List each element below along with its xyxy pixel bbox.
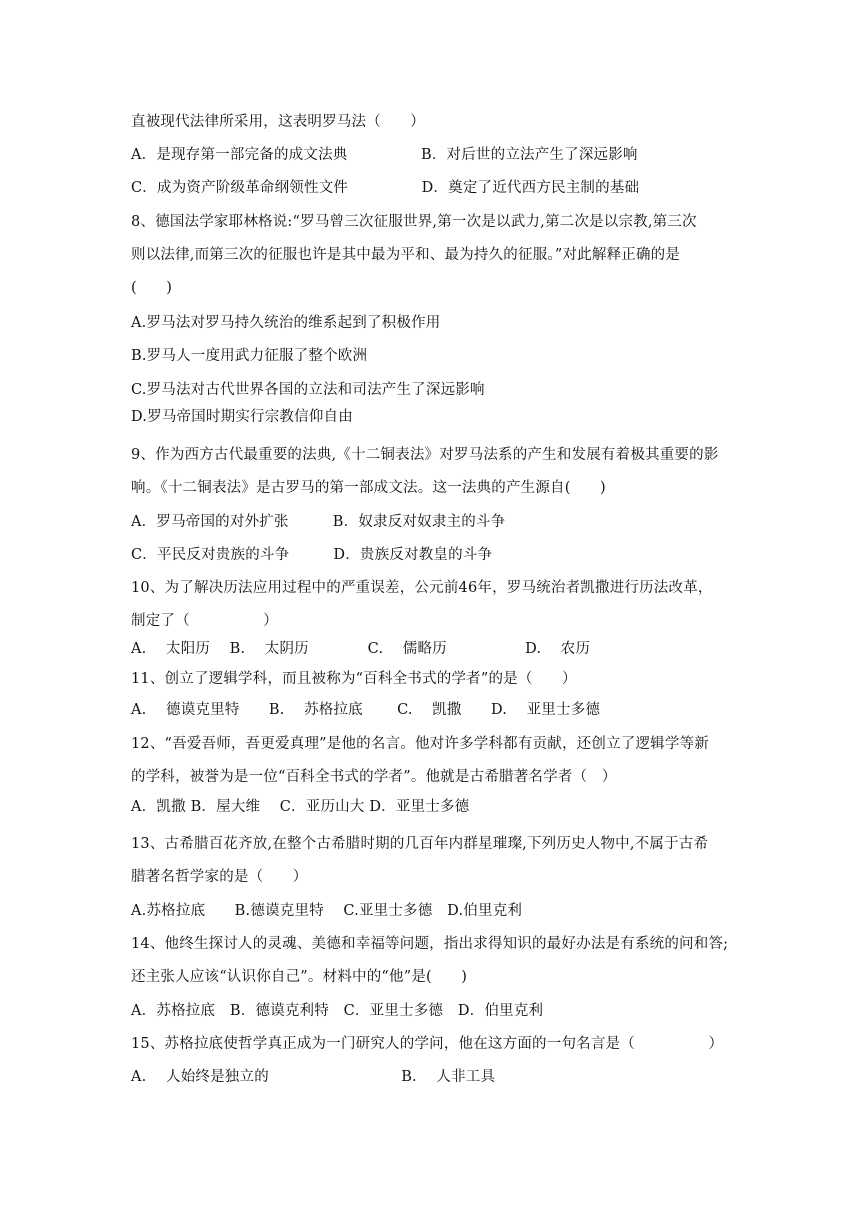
q13-options: A.苏格拉底 B.德谟克里特 C.亚里士多德 D.伯里克利: [131, 903, 523, 919]
q12-stem-line-1: 12、“吾爱吾师，吾更爱真理”是他的名言。他对许多学科都有贡献，还创立了逻辑学等新: [131, 736, 709, 752]
q8-answer-blank: ( ): [131, 280, 173, 296]
q9-options-cd: C．平民反对贵族的斗争 D．贵族反对教皇的斗争: [131, 547, 493, 563]
q12-stem-line-2: 的学科，被誉为是一位“百科全书式的学者”。他就是古希腊著名学者（ ）: [131, 769, 617, 785]
q8-option-c: C.罗马法对古代世界各国的立法和司法产生了深远影响: [131, 382, 485, 398]
q8-option-d: D.罗马帝国时期实行宗教信仰自由: [131, 409, 353, 425]
q10-options: A. 太阳历 B. 太阴历 C. 儒略历 D. 农历: [131, 641, 591, 657]
q10-stem-line-1: 10、为了解决历法应用过程中的严重误差，公元前46年，罗马统治者凯撒进行历法改革，: [131, 580, 713, 596]
q11-stem: 11、创立了逻辑学科，而且被称为“百科全书式的学者”的是（ ）: [131, 671, 577, 687]
q11-options: A. 德谟克里特 B. 苏格拉底 C. 凯撒 D. 亚里士多德: [131, 702, 601, 718]
q14-stem-line-1: 14、他终生探讨人的灵魂、美德和幸福等问题，指出求得知识的最好办法是有系统的问和答;: [131, 936, 729, 952]
q8-stem-line-1: 8、德国法学家耶林格说:“罗马曾三次征服世界,第一次是以武力,第二次是以宗教,第三次: [131, 214, 697, 230]
q8-option-a: A.罗马法对罗马持久统治的维系起到了积极作用: [131, 315, 441, 331]
q7-options-ab: A．是现存第一部完备的成文法典 B．对后世的立法产生了深远影响: [131, 147, 638, 163]
q15-stem: 15、苏格拉底使哲学真正成为一门研究人的学问，他在这方面的一句名言是（ ）: [131, 1036, 724, 1052]
q12-options: A．凯撒 B．屋大维 C．亚历山大 D．亚里士多德: [131, 799, 470, 815]
q7-options-cd: C．成为资产阶级革命纲领性文件 D．奠定了近代西方民主制的基础: [131, 180, 640, 196]
q10-stem-line-2: 制定了（ ）: [131, 613, 278, 629]
q13-stem-line-1: 13、古希腊百花齐放,在整个古希腊时期的几百年内群星璀璨,下列历史人物中,不属于古希: [131, 836, 709, 852]
q8-option-b: B.罗马人一度用武力征服了整个欧洲: [131, 348, 368, 364]
q14-stem-line-2: 还主张人应该“认识你自己”。材料中的“他”是( ): [131, 969, 468, 985]
q8-stem-line-2: 则以法律,而第三次的征服也许是其中最为平和、最为持久的征服。”对此解释正确的是: [131, 247, 681, 263]
q7-stem-continuation: 直被现代法律所采用，这表明罗马法（ ）: [131, 114, 425, 130]
q14-options: A．苏格拉底 B．德谟克利特 C．亚里士多德 D．伯里克利: [131, 1003, 544, 1019]
q9-stem-line-1: 9、作为西方古代最重要的法典,《十二铜表法》对罗马法系的产生和发展有着极其重要的影: [131, 447, 719, 463]
q15-options-ab: A. 人始终是独立的 B. 人非工具: [131, 1069, 496, 1085]
q9-options-ab: A．罗马帝国的对外扩张 B．奴隶反对奴隶主的斗争: [131, 514, 506, 530]
q9-stem-line-2: 响。《十二铜表法》是古罗马的第一部成文法。这一法典的产生源自( ): [131, 480, 606, 496]
q13-stem-line-2: 腊著名哲学家的是（ ）: [131, 869, 308, 885]
